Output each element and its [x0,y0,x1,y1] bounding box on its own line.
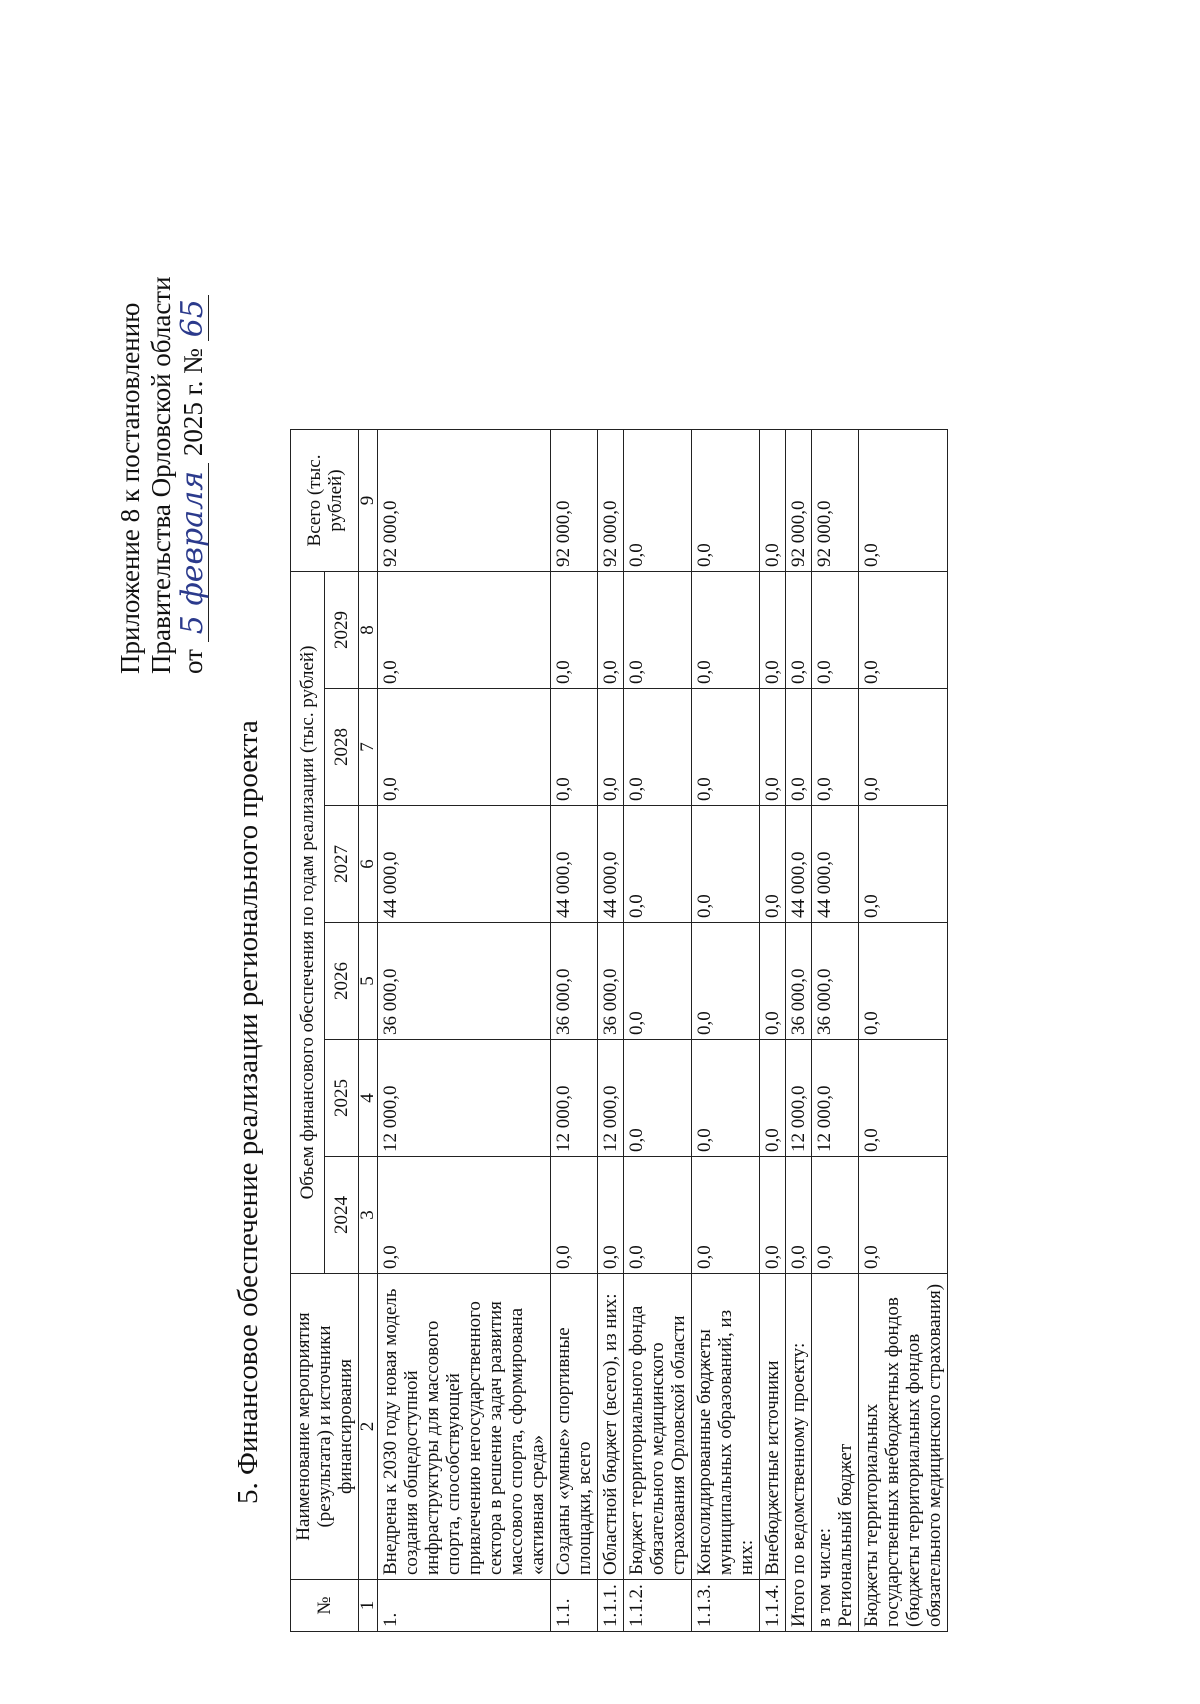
header-total: Всего (тыс. рублей) [291,430,359,572]
header-year: 2028 [325,689,359,806]
row-value: 0,0 [692,1157,760,1274]
row-value: 0,0 [859,806,948,923]
row-value: 0,0 [859,1157,948,1274]
header-num: № [291,1580,359,1632]
row-value: 0,0 [598,689,624,806]
index-cell: 6 [359,806,378,923]
row-number: 1. [378,1580,551,1632]
row-value: 44 000,0 [812,806,859,923]
row-value: 0,0 [624,572,692,689]
index-cell: 9 [359,430,378,572]
header-year: 2029 [325,572,359,689]
handwritten-date: 5 февраля [177,463,209,642]
row-value: 36 000,0 [551,923,598,1040]
handwritten-number: 65 [177,295,209,341]
index-cell: 3 [359,1157,378,1274]
row-total: 92 000,0 [786,430,812,572]
table-row [598,430,624,1632]
year-and-number-label: 2025 г. № [178,348,208,457]
row-name: Внедрена к 2030 году новая модель создания общедоступной инфраструктуры для массового спорта, способствующей привлечению негосударственного сектора в решение задач развития массового спорта, сформирована «активная среда» [378,1274,551,1580]
row-value: 0,0 [760,572,786,689]
row-value: 0,0 [378,1157,551,1274]
row-value: 0,0 [760,1157,786,1274]
index-cell: 4 [359,1040,378,1157]
index-cell: 1 [359,1580,378,1632]
row-value: 0,0 [760,923,786,1040]
row-value: 36 000,0 [378,923,551,1040]
row-value: 0,0 [786,689,812,806]
row-value: 0,0 [859,1040,948,1157]
index-cell: 8 [359,572,378,689]
row-name: Созданы «умные» спортивные площадки, всего [551,1274,598,1580]
summary-name: Итого по ведомственному проекту: [786,1274,812,1632]
row-value: 36 000,0 [598,923,624,1040]
row-value: 0,0 [692,1040,760,1157]
index-cell: 5 [359,923,378,1040]
financing-table [290,429,948,1632]
row-total: 92 000,0 [378,430,551,572]
row-value: 0,0 [760,806,786,923]
summary-name-line: в том числе: [814,1527,835,1627]
column-index-row [359,430,378,1632]
row-value: 0,0 [378,572,551,689]
row-number: 1.1. [551,1580,598,1632]
row-number: 1.1.1. [598,1580,624,1632]
index-cell: 2 [359,1274,378,1580]
table-row [624,430,692,1632]
row-total: 92 000,0 [812,430,859,572]
row-value: 0,0 [692,572,760,689]
row-value: 44 000,0 [378,806,551,923]
row-value: 0,0 [859,923,948,1040]
from-prefix: от [178,649,208,674]
row-value: 0,0 [859,689,948,806]
row-value: 0,0 [378,689,551,806]
section-title: 5. Финансовое обеспечение реализации регионального проекта [232,720,264,1504]
row-value: 0,0 [598,1157,624,1274]
row-total: 92 000,0 [551,430,598,572]
row-value: 0,0 [812,572,859,689]
row-value: 12 000,0 [598,1040,624,1157]
table-row [378,430,551,1632]
row-name: Бюджет территориального фонда обязательного медицинского страхования Орловской области [624,1274,692,1580]
table-row [692,430,760,1632]
row-value: 0,0 [760,689,786,806]
row-total: 0,0 [692,430,760,572]
header-year: 2026 [325,923,359,1040]
appendix-header [115,34,209,674]
index-cell: 7 [359,689,378,806]
row-value: 12 000,0 [378,1040,551,1157]
row-name: Областной бюджет (всего), из них: [598,1274,624,1580]
row-value: 0,0 [692,806,760,923]
row-total: 0,0 [624,430,692,572]
row-total: 92 000,0 [598,430,624,572]
row-value: 36 000,0 [812,923,859,1040]
row-value: 0,0 [760,1040,786,1157]
summary-row-funds [859,430,948,1632]
summary-name-line: Региональный бюджет [835,1443,856,1627]
row-value: 36 000,0 [786,923,812,1040]
row-name: Консолидированные бюджеты муниципальных образований, из них: [692,1274,760,1580]
row-value: 12 000,0 [812,1040,859,1157]
row-value: 0,0 [812,689,859,806]
row-value: 0,0 [624,1040,692,1157]
row-value: 44 000,0 [786,806,812,923]
row-value: 0,0 [692,689,760,806]
summary-row-total [786,430,812,1632]
row-value: 0,0 [812,1157,859,1274]
appendix-line-2: Правительства Орловской области [146,276,176,674]
row-value: 0,0 [624,923,692,1040]
table-row [551,430,598,1632]
row-value: 12 000,0 [551,1040,598,1157]
row-value: 0,0 [786,572,812,689]
row-value: 0,0 [624,806,692,923]
row-value: 0,0 [859,572,948,689]
row-value: 0,0 [551,572,598,689]
summary-name: Бюджеты территориальных государственных внебюджетных фондов (бюджеты территориальных фондов обязательного медицинского страхования) [859,1274,948,1632]
row-value: 44 000,0 [551,806,598,923]
header-years-group: Объем финансового обеспечения по годам реализации (тыс. рублей) [291,572,325,1274]
appendix-date-line [177,34,209,674]
summary-name [812,1274,859,1632]
row-value: 0,0 [692,923,760,1040]
row-value: 0,0 [551,689,598,806]
row-value: 0,0 [598,572,624,689]
header-name: Наименование мероприятия (результата) и источники финансирования [291,1274,359,1580]
row-total: 0,0 [859,430,948,572]
row-number: 1.1.2. [624,1580,692,1632]
row-value: 44 000,0 [598,806,624,923]
table-row [760,430,786,1632]
row-value: 0,0 [624,1157,692,1274]
appendix-line-1: Приложение 8 к постановлению [115,302,145,674]
row-name: Внебюджетные источники [760,1274,786,1580]
header-year: 2027 [325,806,359,923]
row-value: 0,0 [551,1157,598,1274]
row-number: 1.1.3. [692,1580,760,1632]
row-value: 12 000,0 [786,1040,812,1157]
header-year: 2024 [325,1157,359,1274]
row-value: 0,0 [624,689,692,806]
header-row-1 [291,430,325,1632]
row-value: 0,0 [786,1157,812,1274]
row-number: 1.1.4. [760,1580,786,1632]
row-total: 0,0 [760,430,786,572]
summary-row-regional [812,430,859,1632]
header-year: 2025 [325,1040,359,1157]
